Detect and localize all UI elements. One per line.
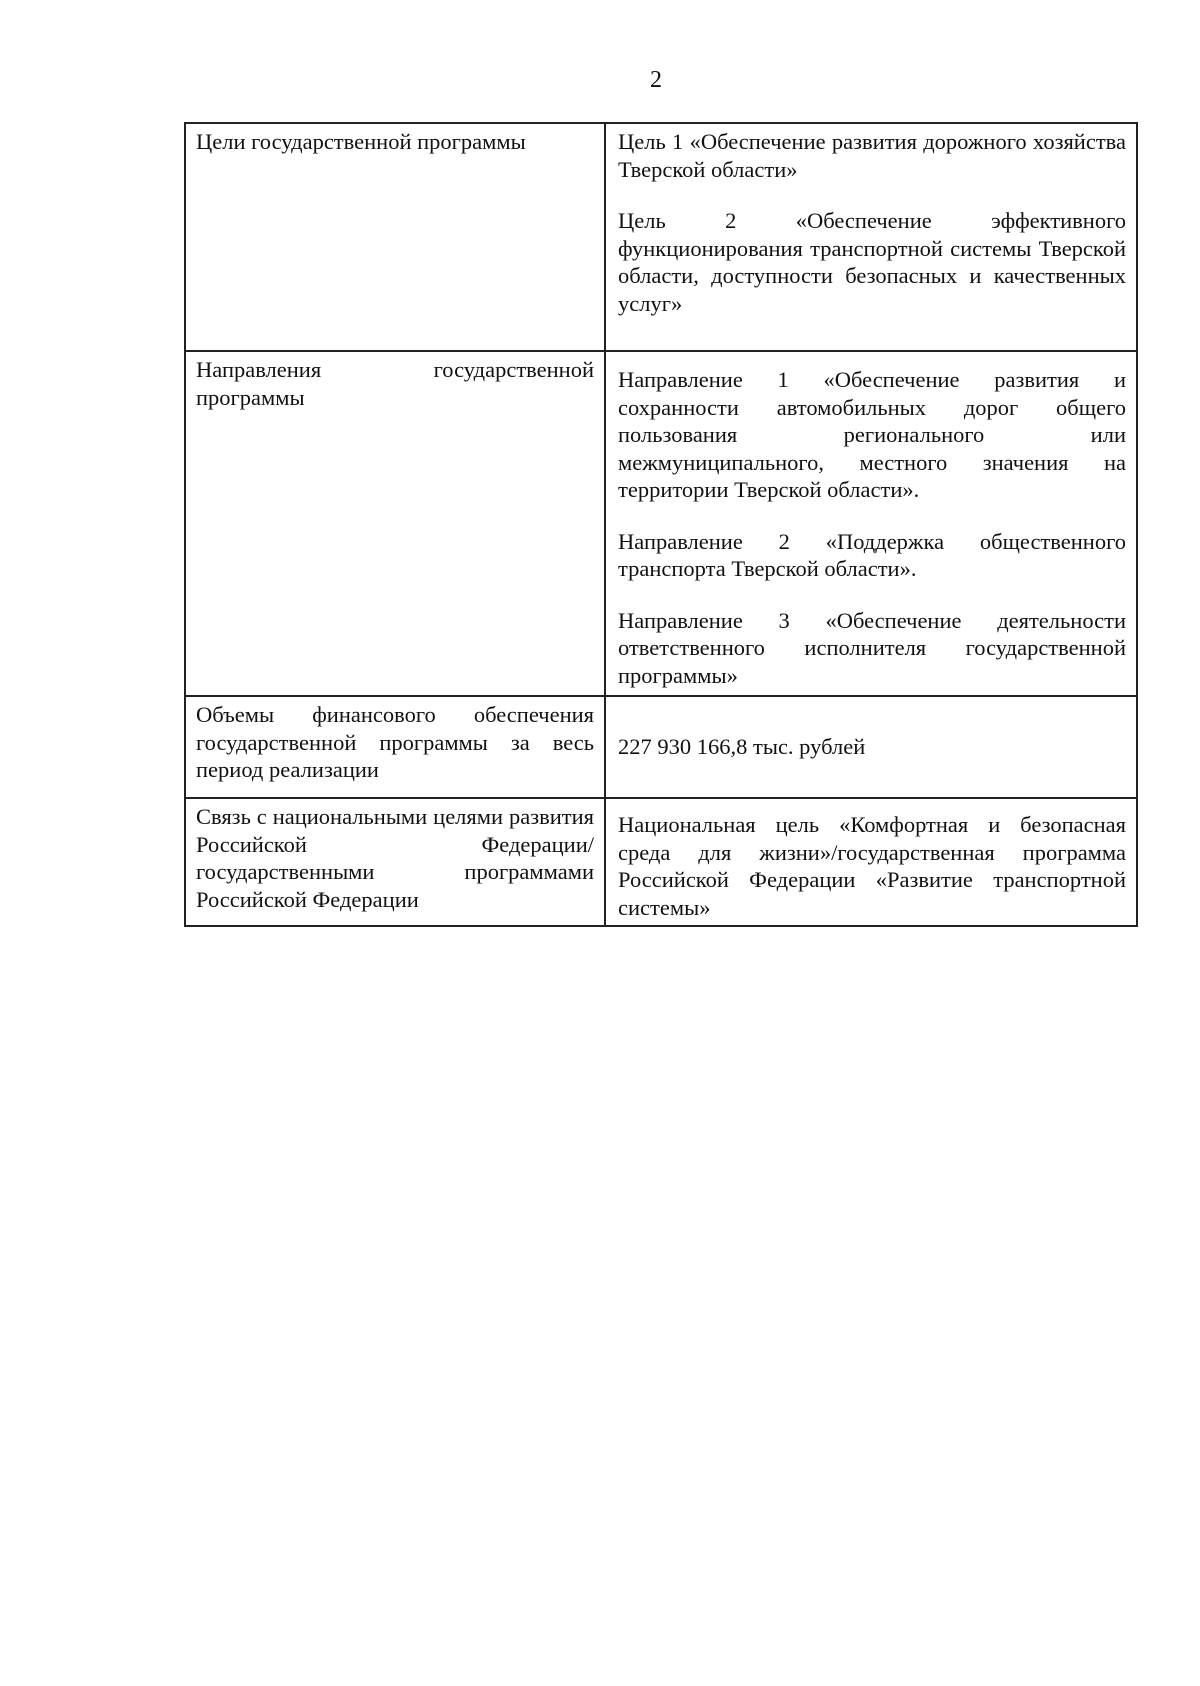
direction-3: Направление 3 «Обеспечение деятельности ответственного исполнителя государственной программы»: [618, 607, 1126, 688]
directions-label-cell: [185, 351, 605, 696]
goals-label: Цели государственной программы: [196, 129, 526, 154]
goal-1: Цель 1 «Обеспечение развития дорожного хозяйства Тверской области»: [618, 129, 1126, 182]
national-goal-link: Национальная цель «Комфортная и безопасная среда для жизни»/государственная программа Российской Федерации «Развитие транспортной системы»: [618, 812, 1126, 920]
funding-label: Объемы финансового обеспечения государственной программы за весь период реализации: [196, 702, 594, 782]
goal-2: Цель 2 «Обеспечение эффективного функционирования транспортной системы Тверской области, доступности безопасных и качественных услуг»: [618, 208, 1126, 316]
national-goals-value-cell: [605, 798, 1137, 926]
direction-1: Направление 1 «Обеспечение развития и сохранности автомобильных дорог общего пользования регионального или межмуниципального, местного значения на территории Тверской области».: [618, 367, 1126, 502]
table-row-goals: [185, 123, 1137, 351]
directions-label: Направления государственной программы: [196, 357, 594, 410]
funding-label-cell: [185, 696, 605, 798]
funding-amount: 227 930 166,8 тыс. рублей: [618, 734, 866, 760]
page-number: 2: [650, 67, 662, 93]
funding-value-cell: [605, 696, 1137, 798]
table-row-funding: [185, 696, 1137, 798]
national-goals-label: Связь с национальными целями развития Российской Федерации/ государственными программами Российской Федерации: [196, 804, 594, 912]
goals-value-cell: [605, 123, 1137, 351]
national-goals-label-cell: [185, 798, 605, 926]
program-passport-table: [184, 122, 1138, 927]
goals-label-cell: [185, 123, 605, 351]
table-row-directions: [185, 351, 1137, 696]
table-row-national-goals: [185, 798, 1137, 926]
directions-value-cell: [605, 351, 1137, 696]
direction-2: Направление 2 «Поддержка общественного транспорта Тверской области».: [618, 528, 1126, 581]
